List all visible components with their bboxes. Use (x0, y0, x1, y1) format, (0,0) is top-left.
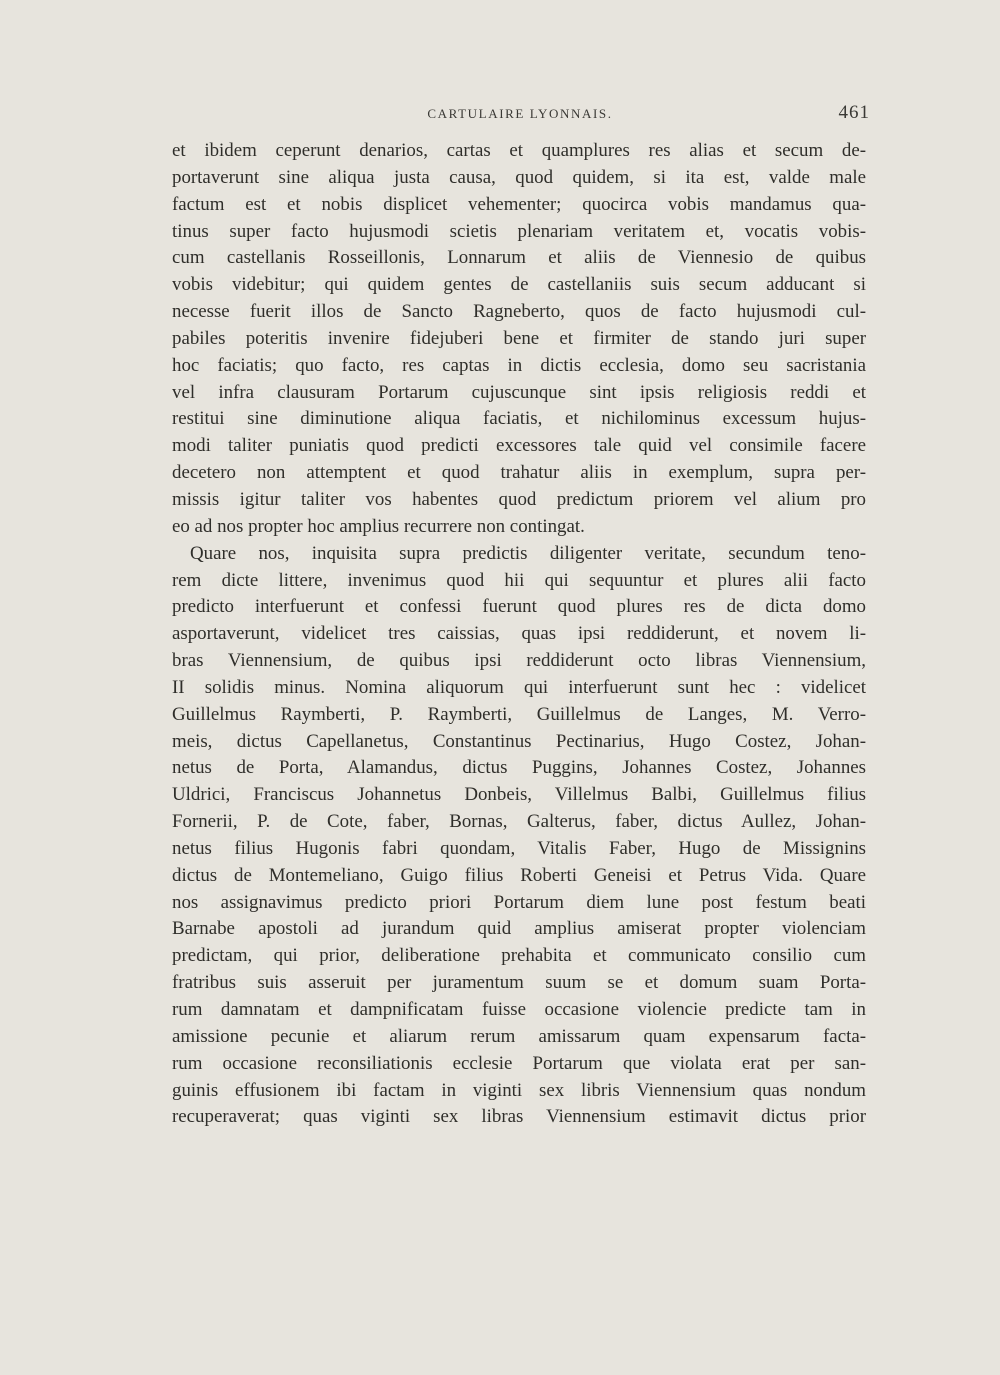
text-line: cum castellanis Rosseillonis, Lonnarum et aliis de Viennesio de quibus (172, 247, 866, 269)
text-line: meis, dictus Capellanetus, Constantinus Pectinarius, Hugo Costez, Johan- (172, 730, 866, 752)
text-line: factum est et nobis displicet vehementer; quocirca vobis mandamus qua- (172, 193, 866, 215)
text-line: fratribus suis asseruit per juramentum suum se et domum suam Porta- (172, 972, 866, 994)
text-line: guinis effusionem ibi factam in viginti sex libris Viennensium quas nondum (172, 1079, 866, 1101)
text-line: predicto interfuerunt et confessi fuerunt quod plures res de dicta domo (172, 596, 866, 618)
text-line: II solidis minus. Nomina aliquorum qui interfuerunt sunt hec : videlicet (172, 676, 866, 698)
text-line: et ibidem ceperunt denarios, cartas et quamplures res alias et secum de- (172, 140, 866, 161)
text-line: predictam, qui prior, deliberatione prehabita et communicato consilio cum (172, 945, 866, 967)
text-line: nos assignavimus predicto priori Portarum diem lune post festum beati (172, 891, 866, 913)
text-line: Fornerii, P. de Cote, faber, Bornas, Galterus, faber, dictus Aullez, Johan- (172, 811, 866, 833)
paragraph-1 (172, 138, 866, 541)
text-line: Quare nos, inquisita supra predictis diligenter veritate, secundum teno- (190, 542, 866, 564)
text-line: rum damnatam et dampnificatam fuisse occasione violencie predicte tam in (172, 999, 866, 1020)
page-number: 461 (838, 102, 870, 123)
text-line: modi taliter puniatis quod predicti excessores tale quid vel consimile facere (172, 435, 866, 457)
running-title: CARTULAIRE LYONNAIS. (427, 106, 613, 121)
text-line: rum occasione reconsiliationis ecclesie Portarum que violata erat per san- (172, 1052, 866, 1074)
text-line: dictus de Montemeliano, Guigo filius Roberti Geneisi et Petrus Vida. Quare (172, 864, 866, 886)
text-line: missis igitur taliter vos habentes quod predictum priorem vel alium pro (172, 488, 866, 510)
text-line: netus de Porta, Alamandus, dictus Puggins, Johannes Costez, Johannes (172, 757, 866, 779)
text-line: portaverunt sine aliqua justa causa, quod quidem, si ita est, valde male (172, 166, 866, 188)
text-line: bras Viennensium, de quibus ipsi reddiderunt octo libras Viennensium, (172, 650, 866, 672)
text-line: necesse fuerit illos de Sancto Ragneberto, quos de facto hujusmodi cul- (172, 301, 866, 323)
text-line: Guillelmus Raymberti, P. Raymberti, Guillelmus de Langes, M. Verro- (172, 703, 866, 725)
text-line: netus filius Hugonis fabri quondam, Vitalis Faber, Hugo de Missignins (172, 837, 866, 859)
text-line: recuperaverat; quas viginti sex libras Viennensium estimavit dictus prior (172, 1106, 866, 1128)
text-line: Barnabe apostoli ad jurandum quid amplius amiserat propter violenciam (172, 918, 866, 940)
text-line: pabiles poteritis invenire fidejuberi bene et firmiter de stando juri super (172, 327, 866, 349)
text-line: restitui sine diminutione aliqua faciatis, et nichilominus excessum hujus- (172, 408, 866, 430)
body-text (172, 138, 866, 1131)
text-line: decetero non attemptent et quod trahatur aliis in exemplum, supra per- (172, 462, 866, 484)
text-line: amissione pecunie et aliarum rerum amissarum quam expensarum facta- (172, 1025, 866, 1047)
text-line: rem dicte littere, invenimus quod hii qui sequuntur et plures alii facto (172, 569, 866, 591)
text-line: hoc faciatis; quo facto, res captas in dictis ecclesia, domo seu sacristania (172, 354, 866, 376)
paragraph-2 (172, 541, 866, 1132)
text-line: vobis videbitur; qui quidem gentes de castellaniis suis secum adducant si (172, 274, 866, 296)
text-line: vel infra clausuram Portarum cujuscunque sint ipsis religiosis reddi et (172, 381, 866, 403)
text-line: tinus super facto hujusmodi scietis plenariam veritatem et, vocatis vobis- (172, 220, 866, 242)
running-head (170, 100, 870, 130)
text-line: eo ad nos propter hoc amplius recurrere non contingat. (172, 515, 585, 537)
text-line: asportaverunt, videlicet tres caissias, quas ipsi reddiderunt, et novem li- (172, 623, 866, 645)
text-line: Uldrici, Franciscus Johannetus Donbeis, Villelmus Balbi, Guillelmus filius (172, 784, 866, 806)
